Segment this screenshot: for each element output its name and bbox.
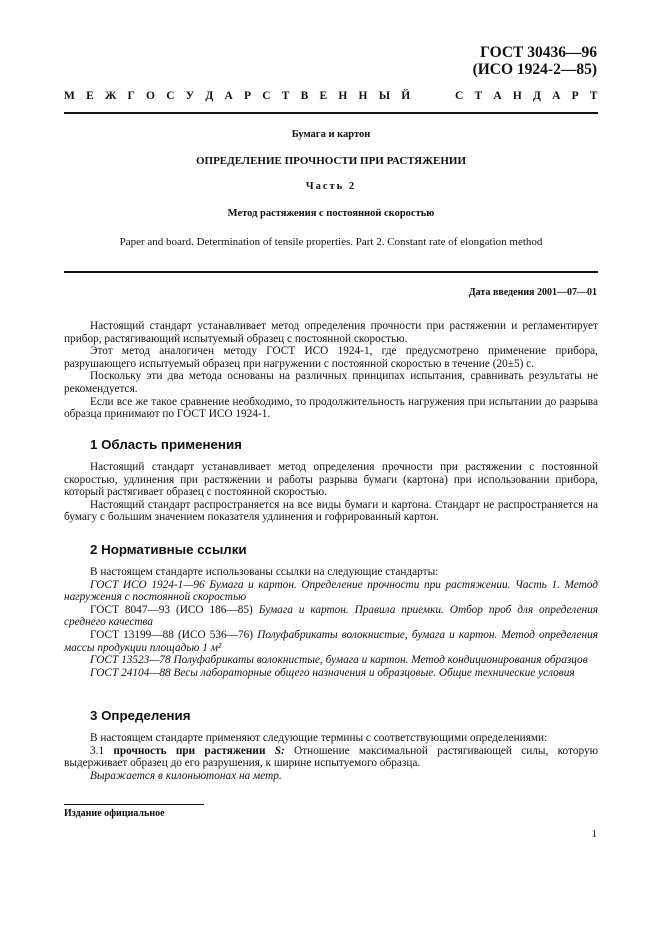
reference-item	[64, 629, 598, 654]
banner-letter: В	[300, 90, 309, 102]
section-paragraph: Настоящий стандарт устанавливает метод определения прочности при растяжении с постоянной скоростью, удлинения при растяжении и работы разрыва бумаги (картона) при использовании прибора, который растягивает образец с постоянной скоростью.	[64, 461, 598, 499]
banner-letter: Н	[358, 90, 368, 102]
introduction-date: Дата введения 2001—07—01	[468, 287, 597, 298]
banner-letter: А	[493, 90, 502, 102]
reference-code: ГОСТ 24104—88	[90, 666, 171, 679]
intro-paragraph: Если все же такое сравнение необходимо, то продолжительность нагружения при испытании до разрыва образца принимают по ГОСТ ИСО 1924-1.	[64, 395, 598, 421]
banner-letter: Н	[338, 90, 348, 102]
subject-title: Бумага и картон	[291, 129, 371, 140]
reference-code: ГОСТ 8047—93 (ИСО 186—85)	[90, 603, 253, 616]
banner-letter: У	[185, 90, 195, 102]
reference-title: Весы лабораторные общего назначения и образцовые. Общие технические условия	[173, 666, 575, 679]
banner-letter: Р	[571, 90, 579, 102]
iso-equivalent: (ИСО 1924-2—85)	[472, 61, 597, 78]
banner-letter: Е	[319, 90, 328, 102]
banner-letter: О	[146, 90, 155, 102]
banner-letter: Д	[533, 90, 541, 102]
section-scope	[64, 437, 598, 524]
banner-letter: Ж	[104, 90, 117, 102]
english-title: Paper and board. Determination of tensile properties. Part 2. Constant rate of elongation method	[119, 236, 543, 248]
banner-letter: С	[454, 90, 464, 102]
intro-paragraph: Этот метод аналогичен методу ГОСТ ИСО 1924-1, где предусмотрено применение прибора, разрушающего испытуемый образец при нагружении с постоянной скоростью в течение (20±5) с.	[64, 345, 598, 370]
banner-letter: Н	[512, 90, 522, 102]
reference-item	[64, 654, 598, 667]
banner-letter: Т	[474, 90, 483, 102]
reference-title: Полуфабрикаты волокнистые, бумага и картон. Метод определения массы продукции площадью 1 м²	[64, 628, 598, 654]
banner-letter: Й	[401, 90, 411, 102]
banner-letter: Д	[205, 90, 214, 102]
section-references	[64, 542, 598, 679]
reference-code: ГОСТ 13199—88 (ИСО 536—76)	[90, 628, 254, 641]
section-heading: 1 Область применения	[90, 437, 242, 452]
banner-letter: Е	[86, 90, 94, 102]
reference-item	[64, 579, 598, 604]
reference-title: Бумага и картон. Определение прочности при растяжении. Часть 1. Метод нагружения с постоянной скоростью	[64, 578, 599, 604]
banner-letter: С	[166, 90, 175, 102]
intro-paragraph: Настоящий стандарт устанавливает метод определения прочности при растяжении и регламентирует прибор, растягивающий испытуемый образец с постоянной скоростью.	[64, 320, 598, 345]
section-paragraph: В настоящем стандарте использованы ссылки на следующие стандарты:	[90, 566, 439, 578]
standard-code	[473, 44, 597, 78]
reference-title: Полуфабрикаты волокнистые, бумага и картон. Метод кондиционирования образцов	[173, 654, 588, 667]
banner-letter: М	[64, 90, 75, 102]
section-paragraph: В настоящем стандарте применяют следующие термины с соответствующими определениями:	[90, 732, 548, 744]
banner-letter: Ы	[378, 90, 390, 102]
reference-title: Бумага и картон. Правила приемки. Отбор проб для определения среднего качества	[64, 603, 598, 629]
section-heading: 3 Определения	[90, 708, 191, 723]
definition-text: Отношение максимальной растягивающей силы, которую выдерживает образец до его разрушения, к ширине испытуемого образца.	[64, 744, 599, 770]
banner-letter: А	[552, 90, 561, 102]
section-definitions	[64, 708, 598, 782]
main-title: ОПРЕДЕЛЕНИЕ ПРОЧНОСТИ ПРИ РАСТЯЖЕНИИ	[195, 155, 467, 167]
banner-letter: Т	[589, 90, 598, 102]
section-heading: 2 Нормативные ссылки	[90, 542, 247, 557]
edition-label: Издание официальное	[64, 808, 165, 819]
definition-paragraph	[64, 745, 598, 770]
page-number: 1	[591, 828, 597, 840]
unit-note: Выражается в килоньютонах на метр.	[90, 769, 282, 782]
reference-item	[64, 604, 598, 629]
banner-letter: С	[262, 90, 271, 102]
method-title: Метод растяжения с постоянной скоростью	[227, 208, 435, 219]
banner-letter: Т	[281, 90, 290, 102]
footer-divider	[64, 804, 204, 805]
title-divider	[64, 271, 598, 273]
definition-term: прочность при растяжении	[113, 744, 266, 757]
reference-item	[64, 667, 598, 680]
intro-block	[64, 320, 598, 421]
reference-code: ГОСТ 13523—78	[90, 654, 171, 667]
top-divider	[64, 112, 598, 114]
intro-paragraph: Поскольку эти два метода основаны на различных принципах испытания, сравнивать результаты не рекомендуется.	[64, 370, 598, 395]
banner-letter: А	[224, 90, 233, 102]
reference-list	[64, 579, 598, 680]
standard-number: ГОСТ 30436—96	[480, 44, 597, 61]
banner-letter: Г	[127, 90, 135, 102]
interstate-standard-banner	[64, 90, 598, 102]
section-paragraph: Настоящий стандарт распространяется на все виды бумаги и картона. Стандарт не распространяется на бумагу с большим значением показателя удлинения и гофрированный картон.	[64, 498, 598, 524]
part-title: Часть 2	[305, 181, 357, 192]
definition-symbol: S:	[274, 744, 285, 757]
definition-number: 3.1	[90, 744, 105, 757]
reference-code: ГОСТ ИСО 1924-1—96	[90, 578, 205, 591]
banner-letter: Р	[244, 90, 252, 102]
